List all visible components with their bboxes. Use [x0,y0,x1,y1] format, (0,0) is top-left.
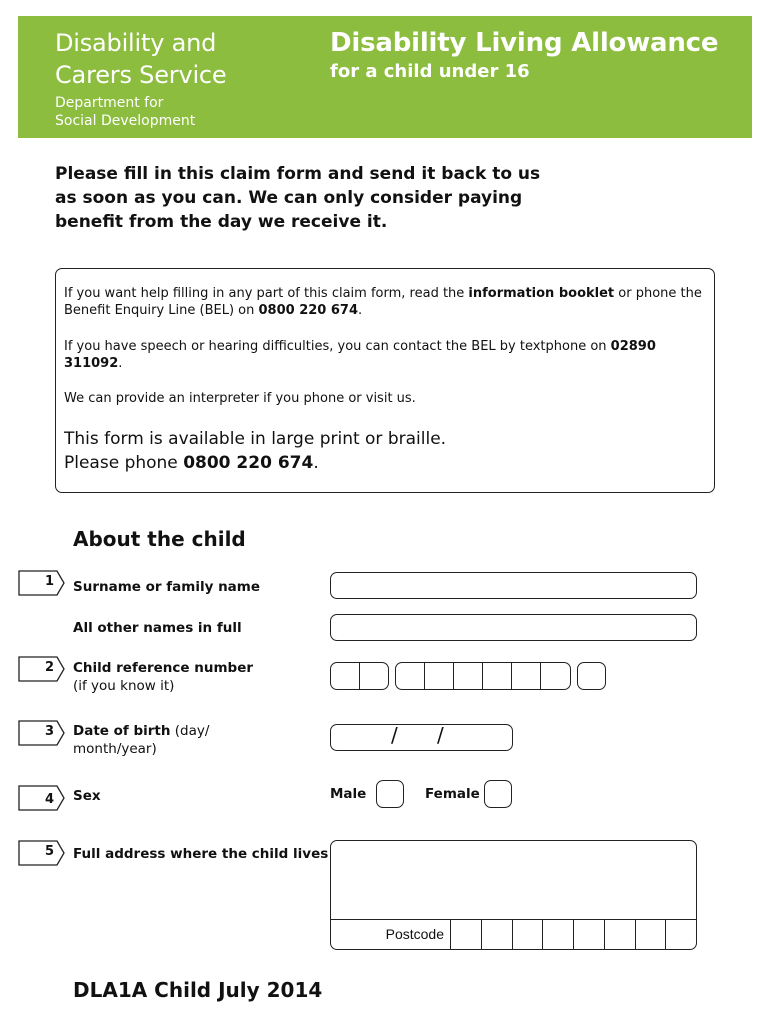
large-print-text: Please phone [64,453,184,473]
postcode-char-box[interactable] [543,920,574,949]
large-print-phone: 0800 220 674 [183,453,314,473]
large-print-notice [64,427,446,475]
postcode-char-box[interactable] [574,920,605,949]
reference-number-label [73,659,253,695]
other-names-input[interactable] [330,614,697,641]
arrow-tag-icon [18,840,66,866]
help-text: or phone the Benefit Enquiry Line (BEL) on [64,286,702,318]
female-checkbox[interactable] [484,780,512,808]
dob-label-line2: month/year) [73,741,157,757]
help-info-box [55,268,715,493]
date-of-birth-input[interactable] [330,724,513,751]
section-title: About the child [73,527,246,551]
sex-label: Sex [73,788,101,804]
arrow-tag-icon [18,570,66,596]
postcode-row [331,919,696,949]
reference-number-label-text: Child reference number [73,660,254,676]
textphone-text: If you have speech or hearing difficulties, you can contact the BEL by textphone on [64,339,611,354]
question-number: 1 [44,574,54,589]
dob-label-bold: Date of birth [73,723,171,739]
postcode-char-box[interactable] [451,920,482,949]
reference-number-group-3 [577,662,606,690]
info-booklet-text: information booklet [468,286,615,301]
question-number: 2 [44,660,54,675]
arrow-tag-icon [18,656,66,682]
reference-digit-box[interactable] [578,663,605,689]
department-name [55,94,195,130]
reference-digit-box[interactable] [541,663,570,689]
punctuation: . [313,453,319,473]
date-of-birth-label [73,722,209,758]
dob-label-rest: (day/ [170,723,210,739]
form-title: Disability Living Allowance [330,28,719,58]
postcode-char-box[interactable] [482,920,513,949]
reference-number-group-1 [330,662,389,690]
date-separator: / [437,723,444,747]
surname-label: Surname or family name [73,579,261,595]
interpreter-paragraph: We can provide an interpreter if you phone or visit us. [64,391,416,406]
help-text: If you want help filling in any part of this claim form, read the [64,286,469,301]
question-number-badge [18,720,66,746]
question-number-badge [18,785,66,811]
other-names-label: All other names in full [73,620,242,636]
help-paragraph [64,285,704,319]
punctuation: . [118,356,123,371]
question-number-badge [18,656,66,682]
reference-digit-box[interactable] [360,663,388,689]
male-label: Male [330,786,367,802]
date-separator: / [391,723,398,747]
address-label: Full address where the child lives [73,846,329,862]
question-number: 3 [44,724,54,739]
intro-text [55,162,555,234]
postcode-char-box[interactable] [636,920,667,949]
large-print-line2 [64,451,446,475]
dept-line1: Department for [55,95,164,111]
question-number: 5 [44,844,54,859]
form-subtitle: for a child under 16 [330,61,530,82]
reference-digit-box[interactable] [483,663,512,689]
org-name-line1: Disability and [55,29,217,57]
surname-input[interactable] [330,572,697,599]
form-code: DLA1A Child July 2014 [73,978,323,1002]
org-name-line2: Carers Service [55,61,227,89]
arrow-tag-icon [18,785,66,811]
reference-number-group-2 [395,662,571,690]
reference-digit-box[interactable] [396,663,425,689]
textphone-number: 02890 311092 [64,339,656,371]
postcode-char-box[interactable] [605,920,636,949]
large-print-line1: This form is available in large print or braille. [64,429,447,449]
intro-line2: as soon as you can. We can only consider paying [55,188,523,208]
address-field [330,840,697,950]
intro-line1: Please fill in this claim form and send it back to us [55,164,541,184]
intro-line3: benefit from the day we receive it. [55,212,388,232]
question-number: 4 [44,792,54,807]
bel-phone-number: 0800 220 674 [258,303,359,318]
header-banner [18,16,752,138]
postcode-label: Postcode [331,920,451,949]
question-number-badge [18,840,66,866]
address-input[interactable] [331,841,696,920]
reference-digit-box[interactable] [425,663,454,689]
arrow-tag-icon [18,720,66,746]
male-checkbox[interactable] [376,780,404,808]
reference-digit-box[interactable] [331,663,360,689]
textphone-paragraph [64,338,704,372]
dept-line2: Social Development [55,113,196,129]
postcode-char-box[interactable] [666,920,696,949]
reference-digit-box[interactable] [454,663,483,689]
org-name [55,27,226,91]
dob-label-line1 [73,722,209,740]
female-label: Female [425,786,480,802]
postcode-char-box[interactable] [513,920,544,949]
reference-number-hint: (if you know it) [73,678,175,694]
punctuation: . [358,303,363,318]
question-number-badge [18,570,66,596]
reference-digit-box[interactable] [512,663,541,689]
